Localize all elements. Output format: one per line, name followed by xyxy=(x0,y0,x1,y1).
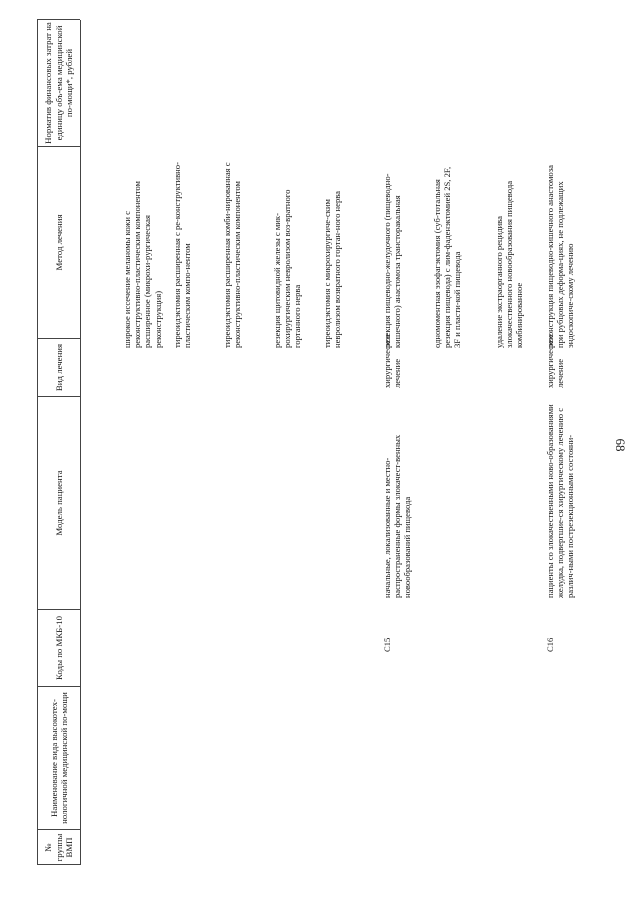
method-item: резекция щитовидной железы с мик-рохирургическим невролизом воз-вратного гортанного нерва xyxy=(272,189,303,348)
code-cell: C16 xyxy=(545,637,555,652)
method-item: тиреоидэктомия с микрохирургиче-ским невролизом возвратного гортан-ного нерва xyxy=(322,191,343,348)
header-norm: Норматив финансовых затрат на единицу объ-ема медицинской по-мощи*, рублей xyxy=(43,22,75,144)
header-model: Модель пациента xyxy=(53,470,64,536)
method-item: одномоментная эзофагэктомия (суб-тотальная резекция пищевода) с лим-фаденэктомией 2S, 2F, 3F и пласти-кой пищевода xyxy=(432,166,463,348)
method-item: тиреоидэктомия расширенная комби-нированная с реконструктивно-пластическим компонентом xyxy=(222,162,243,348)
method-item: реконструкция пищеводно-кишечного анастомоза при рубцовых деформа-циях, не подлежащих эндоскопиче-скому лечению xyxy=(545,165,576,348)
header-codes: Коды по МКБ-10 xyxy=(53,616,64,680)
header-group: № группы ВМП xyxy=(43,833,75,862)
code-cell: C15 xyxy=(382,637,392,652)
model-cell: начальные, локализованные и местно-распространенные формы злокачест-венных новообразований пищевода xyxy=(382,434,413,598)
header-method: Метод лечения xyxy=(53,214,64,271)
method-item: широкое иссечение меланомы кожи с реконструктивно-пластическим компонентом расширенное (микрохи-рургическая реконструкция) xyxy=(122,181,163,348)
method-item: удаление экстраорганного рецидива злокачественного новообразования пищевода комбинированное xyxy=(494,180,525,348)
model-cell: пациенты со злокачественными ново-образованиями желудка, подвергшие-ся хирургическому лечению с различ-ными пострезекционными состояни- xyxy=(545,404,576,598)
method-item: тиреоидэктомия расширенная с ре-конструктивно-пластическим компо-нентом xyxy=(172,162,193,348)
method-item: резекция пищеводно-желудочного (пищеводно-кишечного) анастомоза трансторакальная xyxy=(382,173,403,348)
treatment-type-cell: хирургическое лечение xyxy=(545,334,566,388)
page-number: 68 xyxy=(613,438,628,452)
treatment-type-cell: хирургическое лечение xyxy=(382,334,403,388)
header-name: Наименование вида высокотех-нологичной медицинской по-мощи xyxy=(48,692,69,824)
header-treatment-type: Вид лечения xyxy=(53,343,64,392)
